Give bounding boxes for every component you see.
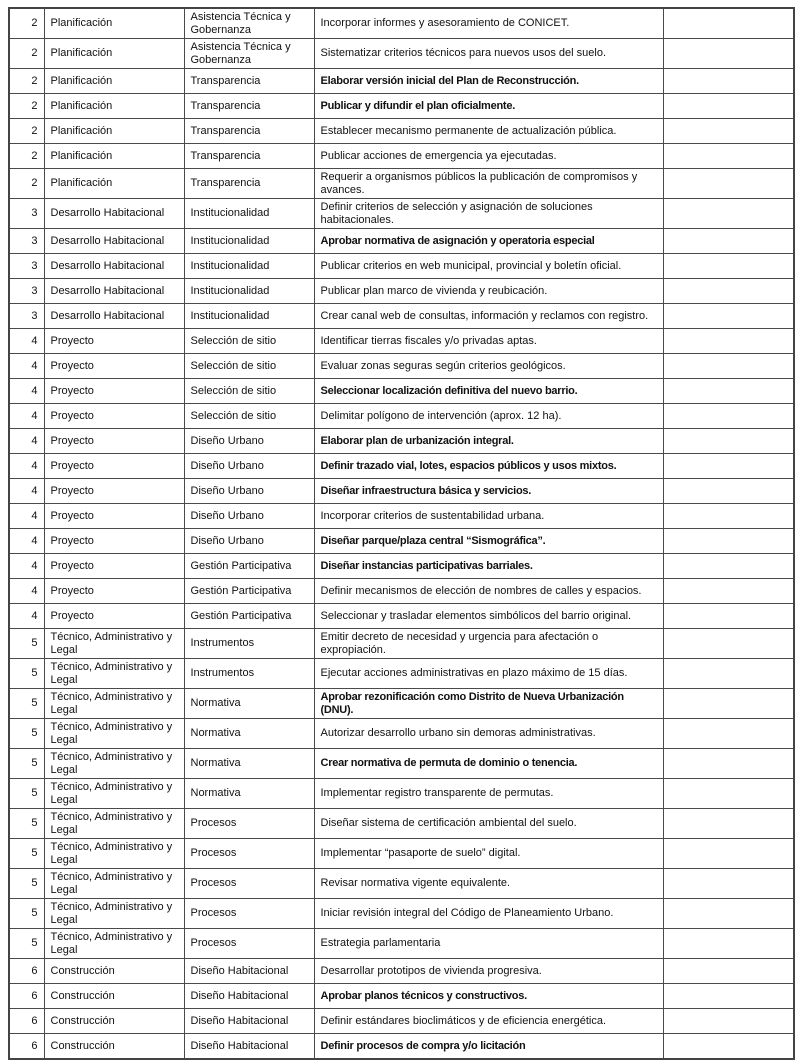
notes-cell xyxy=(663,479,794,504)
task-cell: Crear canal web de consultas, información y reclamos con registro. xyxy=(314,304,663,329)
subcategory-cell: Gestión Participativa xyxy=(184,604,314,629)
notes-cell xyxy=(663,984,794,1009)
notes-cell xyxy=(663,504,794,529)
category-cell: Proyecto xyxy=(44,329,184,354)
task-cell: Definir estándares bioclimáticos y de eficiencia energética. xyxy=(314,1009,663,1034)
notes-cell xyxy=(663,929,794,959)
row-number-cell: 4 xyxy=(9,479,44,504)
task-cell: Definir procesos de compra y/o licitación xyxy=(314,1034,663,1059)
row-number-cell: 4 xyxy=(9,454,44,479)
task-cell: Crear normativa de permuta de dominio o tenencia. xyxy=(314,749,663,779)
subcategory-cell: Institucionalidad xyxy=(184,254,314,279)
notes-cell xyxy=(663,839,794,869)
subcategory-cell: Instrumentos xyxy=(184,659,314,689)
task-cell: Aprobar normativa de asignación y operatoria especial xyxy=(314,229,663,254)
row-number-cell: 5 xyxy=(9,779,44,809)
row-number-cell: 3 xyxy=(9,199,44,229)
task-cell: Seleccionar y trasladar elementos simbólicos del barrio original. xyxy=(314,604,663,629)
task-cell: Publicar criterios en web municipal, provincial y boletín oficial. xyxy=(314,254,663,279)
category-cell: Construcción xyxy=(44,1034,184,1059)
row-number-cell: 4 xyxy=(9,379,44,404)
subcategory-cell: Gestión Participativa xyxy=(184,554,314,579)
notes-cell xyxy=(663,659,794,689)
row-number-cell: 2 xyxy=(9,8,44,39)
row-number-cell: 4 xyxy=(9,429,44,454)
task-cell: Definir mecanismos de elección de nombres de calles y espacios. xyxy=(314,579,663,604)
row-number-cell: 4 xyxy=(9,504,44,529)
task-cell: Publicar acciones de emergencia ya ejecutadas. xyxy=(314,144,663,169)
category-cell: Proyecto xyxy=(44,504,184,529)
category-cell: Construcción xyxy=(44,959,184,984)
table-row xyxy=(9,779,794,809)
subcategory-cell: Transparencia xyxy=(184,169,314,199)
row-number-cell: 4 xyxy=(9,329,44,354)
row-number-cell: 2 xyxy=(9,119,44,144)
task-cell: Ejecutar acciones administrativas en plazo máximo de 15 días. xyxy=(314,659,663,689)
row-number-cell: 2 xyxy=(9,39,44,69)
category-cell: Planificación xyxy=(44,8,184,39)
task-cell: Emitir decreto de necesidad y urgencia para afectación o expropiación. xyxy=(314,629,663,659)
table-row xyxy=(9,869,794,899)
subcategory-cell: Procesos xyxy=(184,899,314,929)
row-number-cell: 5 xyxy=(9,719,44,749)
row-number-cell: 3 xyxy=(9,254,44,279)
category-cell: Planificación xyxy=(44,69,184,94)
task-cell: Elaborar versión inicial del Plan de Reconstrucción. xyxy=(314,69,663,94)
row-number-cell: 4 xyxy=(9,354,44,379)
table-row xyxy=(9,1034,794,1059)
subcategory-cell: Selección de sitio xyxy=(184,354,314,379)
notes-cell xyxy=(663,529,794,554)
category-cell: Proyecto xyxy=(44,354,184,379)
task-cell: Sistematizar criterios técnicos para nuevos usos del suelo. xyxy=(314,39,663,69)
subcategory-cell: Institucionalidad xyxy=(184,279,314,304)
category-cell: Técnico, Administrativo y Legal xyxy=(44,749,184,779)
category-cell: Desarrollo Habitacional xyxy=(44,304,184,329)
notes-cell xyxy=(663,199,794,229)
task-cell: Establecer mecanismo permanente de actualización pública. xyxy=(314,119,663,144)
subcategory-cell: Institucionalidad xyxy=(184,229,314,254)
category-cell: Técnico, Administrativo y Legal xyxy=(44,779,184,809)
notes-cell xyxy=(663,329,794,354)
category-cell: Técnico, Administrativo y Legal xyxy=(44,929,184,959)
task-cell: Aprobar planos técnicos y constructivos. xyxy=(314,984,663,1009)
notes-cell xyxy=(663,69,794,94)
notes-cell xyxy=(663,354,794,379)
subcategory-cell: Diseño Habitacional xyxy=(184,959,314,984)
row-number-cell: 4 xyxy=(9,579,44,604)
category-cell: Proyecto xyxy=(44,379,184,404)
row-number-cell: 3 xyxy=(9,279,44,304)
category-cell: Proyecto xyxy=(44,404,184,429)
row-number-cell: 5 xyxy=(9,809,44,839)
table-row xyxy=(9,144,794,169)
category-cell: Construcción xyxy=(44,984,184,1009)
row-number-cell: 4 xyxy=(9,604,44,629)
subcategory-cell: Transparencia xyxy=(184,144,314,169)
subcategory-cell: Procesos xyxy=(184,839,314,869)
table-row xyxy=(9,119,794,144)
task-cell: Revisar normativa vigente equivalente. xyxy=(314,869,663,899)
table-row xyxy=(9,329,794,354)
table-row xyxy=(9,169,794,199)
category-cell: Técnico, Administrativo y Legal xyxy=(44,629,184,659)
task-cell: Implementar “pasaporte de suelo” digital. xyxy=(314,839,663,869)
subcategory-cell: Transparencia xyxy=(184,69,314,94)
category-cell: Proyecto xyxy=(44,579,184,604)
table-row xyxy=(9,404,794,429)
table-row xyxy=(9,839,794,869)
task-cell: Desarrollar prototipos de vivienda progresiva. xyxy=(314,959,663,984)
task-cell: Iniciar revisión integral del Código de Planeamiento Urbano. xyxy=(314,899,663,929)
row-number-cell: 2 xyxy=(9,144,44,169)
table-row xyxy=(9,354,794,379)
notes-cell xyxy=(663,629,794,659)
row-number-cell: 3 xyxy=(9,229,44,254)
table-row xyxy=(9,554,794,579)
row-number-cell: 4 xyxy=(9,554,44,579)
table-row xyxy=(9,504,794,529)
notes-cell xyxy=(663,1034,794,1059)
subcategory-cell: Selección de sitio xyxy=(184,379,314,404)
category-cell: Planificación xyxy=(44,169,184,199)
category-cell: Técnico, Administrativo y Legal xyxy=(44,869,184,899)
notes-cell xyxy=(663,719,794,749)
task-cell: Elaborar plan de urbanización integral. xyxy=(314,429,663,454)
subcategory-cell: Selección de sitio xyxy=(184,404,314,429)
table-row xyxy=(9,959,794,984)
notes-cell xyxy=(663,959,794,984)
task-cell: Diseñar infraestructura básica y servicios. xyxy=(314,479,663,504)
task-cell: Diseñar sistema de certificación ambiental del suelo. xyxy=(314,809,663,839)
category-cell: Planificación xyxy=(44,94,184,119)
notes-cell xyxy=(663,169,794,199)
category-cell: Proyecto xyxy=(44,554,184,579)
table-row xyxy=(9,719,794,749)
row-number-cell: 5 xyxy=(9,929,44,959)
task-cell: Evaluar zonas seguras según criterios geológicos. xyxy=(314,354,663,379)
task-matrix-table xyxy=(8,7,795,1060)
notes-cell xyxy=(663,279,794,304)
category-cell: Proyecto xyxy=(44,604,184,629)
subcategory-cell: Normativa xyxy=(184,749,314,779)
notes-cell xyxy=(663,379,794,404)
table-row xyxy=(9,429,794,454)
category-cell: Proyecto xyxy=(44,454,184,479)
table-row xyxy=(9,809,794,839)
category-cell: Construcción xyxy=(44,1009,184,1034)
row-number-cell: 6 xyxy=(9,959,44,984)
category-cell: Desarrollo Habitacional xyxy=(44,229,184,254)
category-cell: Planificación xyxy=(44,39,184,69)
task-cell: Publicar y difundir el plan oficialmente. xyxy=(314,94,663,119)
category-cell: Técnico, Administrativo y Legal xyxy=(44,809,184,839)
row-number-cell: 2 xyxy=(9,69,44,94)
subcategory-cell: Procesos xyxy=(184,809,314,839)
notes-cell xyxy=(663,809,794,839)
table-row xyxy=(9,479,794,504)
table-row xyxy=(9,454,794,479)
notes-cell xyxy=(663,254,794,279)
notes-cell xyxy=(663,119,794,144)
table-row xyxy=(9,254,794,279)
table-row xyxy=(9,749,794,779)
category-cell: Proyecto xyxy=(44,479,184,504)
table-row xyxy=(9,604,794,629)
row-number-cell: 5 xyxy=(9,749,44,779)
row-number-cell: 2 xyxy=(9,169,44,199)
table-row xyxy=(9,199,794,229)
task-cell: Definir criterios de selección y asignación de soluciones habitacionales. xyxy=(314,199,663,229)
subcategory-cell: Gestión Participativa xyxy=(184,579,314,604)
category-cell: Técnico, Administrativo y Legal xyxy=(44,659,184,689)
notes-cell xyxy=(663,8,794,39)
category-cell: Técnico, Administrativo y Legal xyxy=(44,839,184,869)
subcategory-cell: Procesos xyxy=(184,929,314,959)
table-row xyxy=(9,629,794,659)
notes-cell xyxy=(663,429,794,454)
row-number-cell: 5 xyxy=(9,899,44,929)
subcategory-cell: Diseño Urbano xyxy=(184,504,314,529)
category-cell: Proyecto xyxy=(44,529,184,554)
row-number-cell: 5 xyxy=(9,629,44,659)
table-row xyxy=(9,929,794,959)
task-table-body xyxy=(9,8,794,1059)
notes-cell xyxy=(663,1009,794,1034)
row-number-cell: 5 xyxy=(9,689,44,719)
subcategory-cell: Diseño Urbano xyxy=(184,529,314,554)
subcategory-cell: Normativa xyxy=(184,689,314,719)
task-cell: Delimitar polígono de intervención (aprox. 12 ha). xyxy=(314,404,663,429)
subcategory-cell: Diseño Urbano xyxy=(184,479,314,504)
table-row xyxy=(9,8,794,39)
category-cell: Técnico, Administrativo y Legal xyxy=(44,899,184,929)
notes-cell xyxy=(663,304,794,329)
subcategory-cell: Institucionalidad xyxy=(184,304,314,329)
notes-cell xyxy=(663,454,794,479)
table-row xyxy=(9,229,794,254)
row-number-cell: 5 xyxy=(9,839,44,869)
category-cell: Planificación xyxy=(44,144,184,169)
task-cell: Incorporar criterios de sustentabilidad urbana. xyxy=(314,504,663,529)
subcategory-cell: Normativa xyxy=(184,719,314,749)
task-cell: Identificar tierras fiscales y/o privadas aptas. xyxy=(314,329,663,354)
subcategory-cell: Diseño Habitacional xyxy=(184,984,314,1009)
notes-cell xyxy=(663,869,794,899)
row-number-cell: 3 xyxy=(9,304,44,329)
category-cell: Proyecto xyxy=(44,429,184,454)
table-row xyxy=(9,659,794,689)
subcategory-cell: Selección de sitio xyxy=(184,329,314,354)
table-row xyxy=(9,39,794,69)
row-number-cell: 5 xyxy=(9,869,44,899)
notes-cell xyxy=(663,39,794,69)
task-cell: Aprobar rezonificación como Distrito de Nueva Urbanización (DNU). xyxy=(314,689,663,719)
notes-cell xyxy=(663,554,794,579)
task-cell: Publicar plan marco de vivienda y reubicación. xyxy=(314,279,663,304)
table-row xyxy=(9,69,794,94)
table-row xyxy=(9,304,794,329)
task-cell: Diseñar instancias participativas barriales. xyxy=(314,554,663,579)
table-row xyxy=(9,1009,794,1034)
subcategory-cell: Instrumentos xyxy=(184,629,314,659)
subcategory-cell: Institucionalidad xyxy=(184,199,314,229)
table-row xyxy=(9,579,794,604)
notes-cell xyxy=(663,144,794,169)
task-cell: Incorporar informes y asesoramiento de CONICET. xyxy=(314,8,663,39)
notes-cell xyxy=(663,404,794,429)
table-row xyxy=(9,899,794,929)
task-cell: Seleccionar localización definitiva del nuevo barrio. xyxy=(314,379,663,404)
subcategory-cell: Asistencia Técnica y Gobernanza xyxy=(184,8,314,39)
notes-cell xyxy=(663,604,794,629)
row-number-cell: 4 xyxy=(9,404,44,429)
category-cell: Desarrollo Habitacional xyxy=(44,279,184,304)
subcategory-cell: Procesos xyxy=(184,869,314,899)
row-number-cell: 5 xyxy=(9,659,44,689)
category-cell: Técnico, Administrativo y Legal xyxy=(44,689,184,719)
table-row xyxy=(9,279,794,304)
task-cell: Diseñar parque/plaza central “Sismográfica”. xyxy=(314,529,663,554)
row-number-cell: 6 xyxy=(9,1034,44,1059)
notes-cell xyxy=(663,579,794,604)
row-number-cell: 2 xyxy=(9,94,44,119)
subcategory-cell: Normativa xyxy=(184,779,314,809)
category-cell: Técnico, Administrativo y Legal xyxy=(44,719,184,749)
row-number-cell: 6 xyxy=(9,984,44,1009)
subcategory-cell: Diseño Urbano xyxy=(184,454,314,479)
subcategory-cell: Diseño Habitacional xyxy=(184,1034,314,1059)
notes-cell xyxy=(663,229,794,254)
row-number-cell: 6 xyxy=(9,1009,44,1034)
category-cell: Desarrollo Habitacional xyxy=(44,254,184,279)
subcategory-cell: Transparencia xyxy=(184,94,314,119)
task-cell: Autorizar desarrollo urbano sin demoras administrativas. xyxy=(314,719,663,749)
notes-cell xyxy=(663,94,794,119)
category-cell: Planificación xyxy=(44,119,184,144)
task-cell: Definir trazado vial, lotes, espacios públicos y usos mixtos. xyxy=(314,454,663,479)
table-row xyxy=(9,689,794,719)
subcategory-cell: Diseño Urbano xyxy=(184,429,314,454)
notes-cell xyxy=(663,899,794,929)
notes-cell xyxy=(663,689,794,719)
subcategory-cell: Transparencia xyxy=(184,119,314,144)
row-number-cell: 4 xyxy=(9,529,44,554)
table-row xyxy=(9,379,794,404)
category-cell: Desarrollo Habitacional xyxy=(44,199,184,229)
table-row xyxy=(9,529,794,554)
notes-cell xyxy=(663,779,794,809)
subcategory-cell: Diseño Habitacional xyxy=(184,1009,314,1034)
task-cell: Requerir a organismos públicos la publicación de compromisos y avances. xyxy=(314,169,663,199)
notes-cell xyxy=(663,749,794,779)
task-cell: Implementar registro transparente de permutas. xyxy=(314,779,663,809)
task-cell: Estrategia parlamentaria xyxy=(314,929,663,959)
table-row xyxy=(9,984,794,1009)
subcategory-cell: Asistencia Técnica y Gobernanza xyxy=(184,39,314,69)
table-row xyxy=(9,94,794,119)
